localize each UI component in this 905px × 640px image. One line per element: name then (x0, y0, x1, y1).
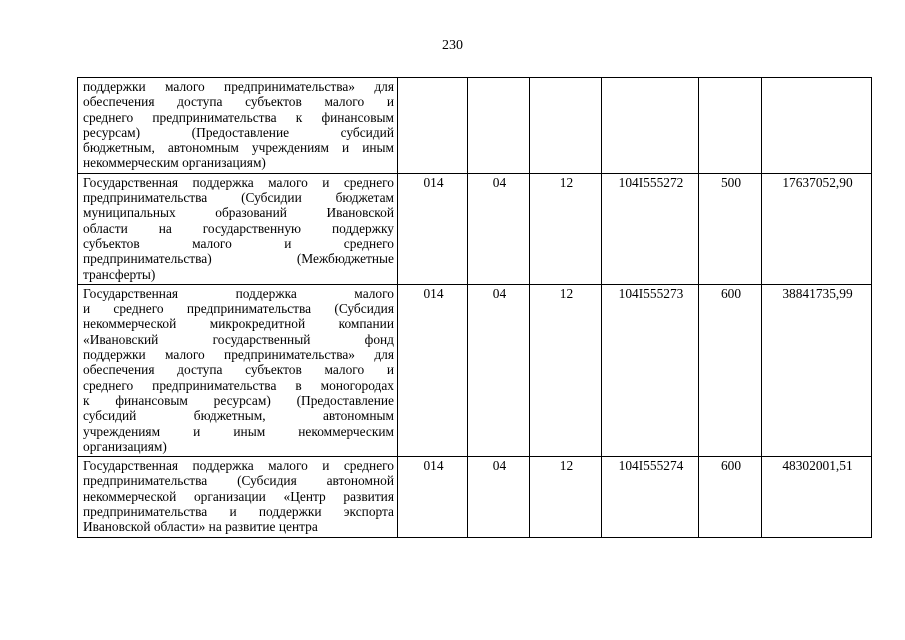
description-line: бюджетным, автономным учреждениям и иным (83, 140, 394, 156)
ministry-code: 014 (398, 173, 468, 284)
expense-type-code: 600 (699, 284, 762, 456)
description-line: обеспечения доступа субъектов малого и (83, 94, 394, 110)
description-line: «Ивановский государственный фонд (83, 331, 394, 347)
description-line: некоммерческой организации «Центр развития (83, 488, 394, 504)
description-line: Государственная поддержка малого (83, 285, 394, 301)
ministry-code: 014 (398, 457, 468, 537)
description-line: некоммерческим организациям) (83, 155, 266, 171)
description-line: организациям) (83, 438, 167, 454)
description-line: Государственная поддержка малого и среднего (83, 174, 394, 190)
description-line: среднего предпринимательства в моногородах (83, 377, 394, 393)
description-line: ресурсам) (Предоставление субсидий (83, 124, 394, 140)
description-line: некоммерческой микрокредитной компании (83, 316, 394, 332)
target-article-code (602, 78, 699, 174)
amount: 38841735,99 (762, 284, 872, 456)
description-line: поддержки малого предпринимательства» для (83, 347, 394, 363)
target-article-code: 104I555274 (602, 457, 699, 537)
table-body (78, 78, 872, 538)
subsection-code: 12 (530, 173, 602, 284)
description-line: поддержки малого предпринимательства» для (83, 79, 394, 94)
description-line: Государственная поддержка малого и среднего (83, 458, 394, 474)
row-description (78, 78, 398, 174)
section-code (468, 78, 530, 174)
description-line: и среднего предпринимательства (Субсидия (83, 301, 394, 317)
row-description (78, 173, 398, 284)
table-row (78, 284, 872, 456)
section-code: 04 (468, 457, 530, 537)
description-line: предпринимательства) (Межбюджетные (83, 251, 394, 267)
description-line: Ивановской области» на развитие центра (83, 519, 318, 535)
description-line: предпринимательства и поддержки экспорта (83, 504, 394, 520)
section-code: 04 (468, 173, 530, 284)
table-row (78, 457, 872, 537)
amount (762, 78, 872, 174)
description-line: обеспечения доступа субъектов малого и (83, 362, 394, 378)
description-line: субъектов малого и среднего (83, 235, 394, 251)
description-line: муниципальных образований Ивановской (83, 205, 394, 221)
description-line: учреждениям и иным некоммерческим (83, 423, 394, 439)
expense-type-code: 600 (699, 457, 762, 537)
table-row (78, 173, 872, 284)
description-line: к финансовым ресурсам) (Предоставление (83, 392, 394, 408)
amount: 48302001,51 (762, 457, 872, 537)
target-article-code: 104I555272 (602, 173, 699, 284)
expense-type-code (699, 78, 762, 174)
subsection-code: 12 (530, 457, 602, 537)
description-line: субсидий бюджетным, автономным (83, 408, 394, 424)
description-line: предпринимательства (Субсидия автономной (83, 473, 394, 489)
description-line: предпринимательства (Субсидии бюджетам (83, 190, 394, 206)
subsection-code: 12 (530, 284, 602, 456)
target-article-code: 104I555273 (602, 284, 699, 456)
table-row (78, 78, 872, 174)
row-description (78, 284, 398, 456)
budget-table (77, 77, 872, 538)
ministry-code: 014 (398, 284, 468, 456)
page-number: 230 (442, 38, 463, 53)
row-description (78, 457, 398, 537)
subsection-code (530, 78, 602, 174)
description-line: среднего предпринимательства к финансовым (83, 109, 394, 125)
expense-type-code: 500 (699, 173, 762, 284)
ministry-code (398, 78, 468, 174)
section-code: 04 (468, 284, 530, 456)
description-line: трансферты) (83, 266, 156, 282)
description-line: области на государственную поддержку (83, 220, 394, 236)
amount: 17637052,90 (762, 173, 872, 284)
